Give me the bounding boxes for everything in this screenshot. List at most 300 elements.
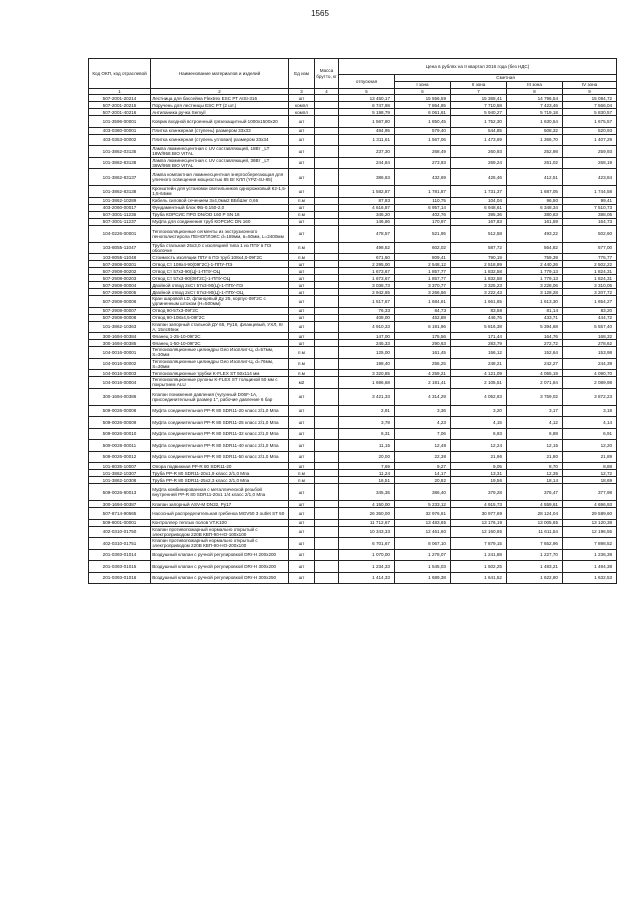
zone-4-price: 83,20 bbox=[563, 307, 617, 314]
item-unit: шт bbox=[289, 268, 315, 275]
item-mass bbox=[315, 218, 339, 225]
column-number: 2 bbox=[151, 89, 289, 95]
item-unit: шт bbox=[289, 321, 315, 333]
zone-1-price: 386,40 bbox=[395, 484, 451, 501]
zone-3-price: 7 423,46 bbox=[507, 102, 563, 109]
column-number: 3 bbox=[289, 89, 315, 95]
zone-2-price: 1 832,58 bbox=[451, 275, 507, 282]
release-price: 7,69 bbox=[339, 463, 395, 470]
zone-3-price: 11 611,54 bbox=[507, 526, 563, 538]
item-code: 403-0380-00001 bbox=[89, 127, 151, 134]
zone-2-price: 7 710,58 bbox=[451, 102, 507, 109]
table-row bbox=[89, 501, 617, 508]
zone-3-price: 759,39 bbox=[507, 254, 563, 261]
zone-3-price: 2 440,26 bbox=[507, 261, 563, 268]
item-code: 101-3862-10289 bbox=[89, 197, 151, 204]
release-price: 244,84 bbox=[339, 157, 395, 169]
item-unit: шт bbox=[289, 405, 315, 417]
release-price: 10 343,33 bbox=[339, 526, 395, 538]
item-mass bbox=[315, 211, 339, 218]
zone-4-price: 5 557,40 bbox=[563, 321, 617, 333]
zone-3-price: 380,63 bbox=[507, 211, 563, 218]
item-name: Отвод 90-108х4,5-09Г2С bbox=[151, 314, 289, 321]
zone-2-price: 13,31 bbox=[451, 470, 507, 477]
item-code: 300-1694-00384 bbox=[89, 333, 151, 340]
item-unit: шт bbox=[289, 116, 315, 128]
zone-1-price: 13 483,65 bbox=[395, 519, 451, 526]
item-code: 104-0016-00002 bbox=[89, 358, 151, 370]
table-row bbox=[89, 102, 617, 109]
item-unit: шт bbox=[289, 484, 315, 501]
item-mass bbox=[315, 501, 339, 508]
item-mass bbox=[315, 157, 339, 169]
zone-1-price: 2 548,12 bbox=[395, 261, 451, 268]
item-code: 509-8001-00001 bbox=[89, 519, 151, 526]
item-unit: п.м bbox=[289, 477, 315, 484]
zone-2-price: 1 502,25 bbox=[451, 561, 507, 573]
item-mass bbox=[315, 428, 339, 440]
item-code: 403-2060-00017 bbox=[89, 204, 151, 211]
zone-2-price: 171,44 bbox=[451, 333, 507, 340]
item-mass bbox=[315, 519, 339, 526]
item-name: Муфта для соединения труб КОРСИС DN 160 bbox=[151, 218, 289, 225]
zone-3-price: 272,72 bbox=[507, 340, 563, 347]
release-price: 5 198,79 bbox=[339, 109, 395, 116]
header-price-group: Цена в рублях на II квартал 2016 года (без НДС) bbox=[339, 59, 617, 75]
item-unit: п.м bbox=[289, 254, 315, 261]
table-row bbox=[89, 470, 617, 477]
item-unit: п.м bbox=[289, 470, 315, 477]
zone-3-price: 12,35 bbox=[507, 470, 563, 477]
zone-2-price: 4,15 bbox=[451, 417, 507, 429]
item-unit: шт bbox=[289, 282, 315, 289]
zone-2-price: 12 160,65 bbox=[451, 526, 507, 538]
zone-1-price: 1 857,77 bbox=[395, 275, 451, 282]
zone-4-price: 1 675,57 bbox=[563, 116, 617, 128]
item-unit: п.м bbox=[289, 242, 315, 254]
item-code: 507-2001-40216 bbox=[89, 109, 151, 116]
item-name: Клапан запорный ASV-M DN32, Ру17 bbox=[151, 501, 289, 508]
zone-2-price: 15 368,41 bbox=[451, 95, 507, 102]
item-mass bbox=[315, 169, 339, 186]
item-code: 201-0393-01016 bbox=[89, 572, 151, 584]
item-mass bbox=[315, 405, 339, 417]
table-row bbox=[89, 358, 617, 370]
zone-3-price: 2 071,84 bbox=[507, 377, 563, 389]
zone-2-price: 6 948,61 bbox=[451, 204, 507, 211]
item-mass bbox=[315, 321, 339, 333]
header-name: Наименование материалов и изделий bbox=[151, 59, 289, 89]
table-row bbox=[89, 405, 617, 417]
table-row bbox=[89, 440, 617, 452]
zone-1-price: 12 461,60 bbox=[395, 526, 451, 538]
item-name: Плитка клинкерная (ступень угловая) размером 33х34 bbox=[151, 134, 289, 146]
column-number: 7 bbox=[451, 89, 507, 95]
release-price: 671,60 bbox=[339, 254, 395, 261]
zone-2-price: 104,04 bbox=[451, 197, 507, 204]
table-row bbox=[89, 204, 617, 211]
header-release-price: отпускная bbox=[339, 75, 395, 89]
table-row bbox=[89, 282, 617, 289]
item-unit: шт bbox=[289, 519, 315, 526]
column-number: 1 bbox=[89, 89, 151, 95]
table-row bbox=[89, 340, 617, 347]
item-code: 101-3596-00001 bbox=[89, 116, 151, 128]
item-code: 104-0016-00001 bbox=[89, 347, 151, 359]
zone-4-price: 1 632,53 bbox=[563, 572, 617, 584]
zone-3-price: 6,88 bbox=[507, 428, 563, 440]
item-mass bbox=[315, 307, 339, 314]
item-unit: компл bbox=[289, 102, 315, 109]
zone-2-price: 3,20 bbox=[451, 405, 507, 417]
item-name: Антипаника ручка Semyil bbox=[151, 109, 289, 116]
zone-4-price: 29 589,60 bbox=[563, 508, 617, 520]
item-mass bbox=[315, 254, 339, 261]
zone-3-price: 161,59 bbox=[507, 218, 563, 225]
item-code: 507-2908-00005 bbox=[89, 289, 151, 296]
zone-2-price: 790,19 bbox=[451, 254, 507, 261]
item-code: 101-3862-10363 bbox=[89, 321, 151, 333]
zone-2-price: 5 940,27 bbox=[451, 109, 507, 116]
zone-2-price: 19,56 bbox=[451, 477, 507, 484]
item-unit: шт bbox=[289, 225, 315, 242]
zone-3-price: 252,98 bbox=[507, 146, 563, 158]
item-name: Поручень для лестницы ESC PT (2 шт.) bbox=[151, 102, 289, 109]
release-price: 1 414,33 bbox=[339, 572, 395, 584]
item-name: Кабель силовой сечением 3х4,0мм2 ВБбШнг 0,66 bbox=[151, 197, 289, 204]
release-price: 1 517,67 bbox=[339, 296, 395, 308]
zone-1-price: 1 278,07 bbox=[395, 549, 451, 561]
zone-1-price: 1 567,06 bbox=[395, 134, 451, 146]
zone-1-price: 452,88 bbox=[395, 314, 451, 321]
header-code: Код ОКП, код отраслевой bbox=[89, 59, 151, 89]
release-price: 484,95 bbox=[339, 127, 395, 134]
zone-2-price: 395,36 bbox=[451, 211, 507, 218]
zone-2-price: 156,12 bbox=[451, 347, 507, 359]
zone-4-price: 1 236,39 bbox=[563, 549, 617, 561]
item-mass bbox=[315, 463, 339, 470]
zone-4-price: 164,73 bbox=[563, 218, 617, 225]
zone-4-price: 1 494,38 bbox=[563, 561, 617, 573]
zone-4-price: 6,91 bbox=[563, 428, 617, 440]
release-price: 1 070,00 bbox=[339, 549, 395, 561]
zone-2-price: 1 641,52 bbox=[451, 572, 507, 584]
table-row bbox=[89, 95, 617, 102]
item-name: Стоимость изоляции ППУ в ПЭ труб 108х4,0-09Г2С bbox=[151, 254, 289, 261]
item-code: 509-0026-00010 bbox=[89, 428, 151, 440]
zone-1-price: 432,69 bbox=[395, 169, 451, 186]
item-code: 507-2908-00004 bbox=[89, 282, 151, 289]
zone-3-price: 376,47 bbox=[507, 484, 563, 501]
zone-1-price: 9,27 bbox=[395, 463, 451, 470]
zone-3-price: 4,12 bbox=[507, 417, 563, 429]
item-code: 101-3862-83137 bbox=[89, 169, 151, 186]
item-name: Насосный распределительная гребенка MGV50 3 outlet ST 50 bbox=[151, 508, 289, 520]
item-name: Клапан понижения давления (чугунный D06F-1А, присоединительный размер 1", рабочие давление 6 бар bbox=[151, 388, 289, 405]
item-name: Отвод 90-57х3-09Г2С bbox=[151, 307, 289, 314]
column-number: 4 bbox=[315, 89, 339, 95]
item-mass bbox=[315, 116, 339, 128]
item-name: Теплоизоляционные цилиндры Geo Изоплит-Ц, d=57мм, S=30мм bbox=[151, 347, 289, 359]
zone-2-price: 5 816,38 bbox=[451, 321, 507, 333]
zone-4-price: 4,14 bbox=[563, 417, 617, 429]
table-row bbox=[89, 463, 617, 470]
zone-4-price: 3,18 bbox=[563, 405, 617, 417]
zone-2-price: 587,72 bbox=[451, 242, 507, 254]
zone-2-price: 379,28 bbox=[451, 484, 507, 501]
release-price: 11,15 bbox=[339, 440, 395, 452]
zone-2-price: 260,93 bbox=[451, 146, 507, 158]
item-name: Муфта соединительная PP-R 80 SDR11-25 класс 2/1,0 Мпа bbox=[151, 417, 289, 429]
zone-1-price: 290,63 bbox=[395, 340, 451, 347]
zone-1-price: 1 857,77 bbox=[395, 268, 451, 275]
zone-3-price: 261,02 bbox=[507, 157, 563, 169]
item-mass bbox=[315, 333, 339, 340]
table-row bbox=[89, 561, 617, 573]
zone-4-price: 13 120,38 bbox=[563, 519, 617, 526]
table-row bbox=[89, 519, 617, 526]
header-estimate-price: Сметная bbox=[395, 75, 617, 82]
zone-3-price: 7 652,96 bbox=[507, 538, 563, 550]
item-unit: шт bbox=[289, 572, 315, 584]
item-mass bbox=[315, 388, 339, 405]
zone-3-price: 12,15 bbox=[507, 440, 563, 452]
release-price: 4 616,87 bbox=[339, 204, 395, 211]
zone-4-price: 278,62 bbox=[563, 340, 617, 347]
zone-1-price: 579,40 bbox=[395, 127, 451, 134]
item-mass bbox=[315, 261, 339, 268]
zone-1-price: 602,02 bbox=[395, 242, 451, 254]
item-mass bbox=[315, 508, 339, 520]
item-name: Кран шаровой LD, фланцевый Ду 25, корпус-09Г2С с удлиненным штоком (Н=500мм) bbox=[151, 296, 289, 308]
table-row bbox=[89, 388, 617, 405]
zone-4-price: 775,77 bbox=[563, 254, 617, 261]
zone-4-price: 15 084,72 bbox=[563, 95, 617, 102]
zone-4-price: 3 310,05 bbox=[563, 282, 617, 289]
zone-3-price: 81,14 bbox=[507, 307, 563, 314]
item-unit: компл bbox=[289, 109, 315, 116]
table-row bbox=[89, 157, 617, 169]
table-row bbox=[89, 134, 617, 146]
release-price: 146,86 bbox=[339, 218, 395, 225]
zone-3-price: 1 613,30 bbox=[507, 296, 563, 308]
item-name: Фланец 1-25-10-09Г2С bbox=[151, 333, 289, 340]
item-name: Муфта соединительная PP-R 80 SDR11-32 класс 2/1,0 Мпа bbox=[151, 428, 289, 440]
zone-3-price: 5 719,18 bbox=[507, 109, 563, 116]
zone-4-price: 3 207,72 bbox=[563, 289, 617, 296]
item-mass bbox=[315, 477, 339, 484]
zone-4-price: 4 090,70 bbox=[563, 370, 617, 377]
release-price: 4 910,33 bbox=[339, 321, 395, 333]
zone-1-price: 402,76 bbox=[395, 211, 451, 218]
table-row bbox=[89, 211, 617, 218]
zone-3-price: 164,76 bbox=[507, 333, 563, 340]
column-number: 9 bbox=[563, 89, 617, 95]
item-unit: шт bbox=[289, 146, 315, 158]
item-unit: м2 bbox=[289, 377, 315, 389]
zone-2-price: 1 731,37 bbox=[451, 186, 507, 198]
item-code: 507-2001-20214 bbox=[89, 95, 151, 102]
item-unit: шт bbox=[289, 169, 315, 186]
item-unit: шт bbox=[289, 538, 315, 550]
table-row bbox=[89, 549, 617, 561]
item-name: Труба PP-R 80 SDR11-20х1,9 класс 2/1,0 Мпа bbox=[151, 470, 289, 477]
item-name: Коврик входной встроенный грязезащитный 1000х1500х20 bbox=[151, 116, 289, 128]
zone-4-price: 377,98 bbox=[563, 484, 617, 501]
zone-1-price: 15 556,59 bbox=[395, 95, 451, 102]
item-name: Фланец 1-50-10-09Г2С bbox=[151, 340, 289, 347]
item-code: 507-2908-00203 bbox=[89, 275, 151, 282]
table-row bbox=[89, 347, 617, 359]
item-unit: шт bbox=[289, 134, 315, 146]
zone-4-price: 520,93 bbox=[563, 127, 617, 134]
zone-1-price: 4 259,21 bbox=[395, 370, 451, 377]
item-code: 402-0310-01751 bbox=[89, 538, 151, 550]
zone-4-price: 99,41 bbox=[563, 197, 617, 204]
item-mass bbox=[315, 549, 339, 561]
item-name: Отвод Ст 57х3-90(Ц)-1-ППУ-ОЦ bbox=[151, 268, 289, 275]
header-zone-2: II зона bbox=[451, 82, 507, 89]
zone-4-price: 244,39 bbox=[563, 358, 617, 370]
item-name: Отвод Ст 57х3-90(09Г2С)-1-ППУ-ОЦ bbox=[151, 275, 289, 282]
table-row bbox=[89, 428, 617, 440]
zone-2-price: 9,05 bbox=[451, 463, 507, 470]
zone-3-price: 13 005,65 bbox=[507, 519, 563, 526]
zone-1-price: 6 061,61 bbox=[395, 109, 451, 116]
zone-2-price: 7 879,15 bbox=[451, 538, 507, 550]
zone-3-price: 1 366,70 bbox=[507, 134, 563, 146]
zone-4-price: 444,72 bbox=[563, 314, 617, 321]
item-mass bbox=[315, 146, 339, 158]
zone-4-price: 1 744,58 bbox=[563, 186, 617, 198]
item-mass bbox=[315, 526, 339, 538]
table-row bbox=[89, 314, 617, 321]
zone-1-price: 3,36 bbox=[395, 405, 451, 417]
zone-4-price: 1 824,31 bbox=[563, 268, 617, 275]
zone-3-price: 152,64 bbox=[507, 347, 563, 359]
release-price: 4 150,00 bbox=[339, 501, 395, 508]
zone-2-price: 512,58 bbox=[451, 225, 507, 242]
item-name: Двойной отвод 2хСт 57х3-90(Ц)-1-ППУ-ПЭ bbox=[151, 282, 289, 289]
release-price: 478,57 bbox=[339, 225, 395, 242]
item-mass bbox=[315, 197, 339, 204]
item-code: 507-2908-00006 bbox=[89, 296, 151, 308]
item-unit: шт bbox=[289, 549, 315, 561]
release-price: 3 421,33 bbox=[339, 388, 395, 405]
item-name: Воздушный клапан с ручной регулировкой DRr-H 200х200 bbox=[151, 549, 289, 561]
zone-4-price: 7 566,04 bbox=[563, 102, 617, 109]
item-unit: шт bbox=[289, 296, 315, 308]
zone-4-price: 8,88 bbox=[563, 463, 617, 470]
item-name: Контроллер теплых полов VT.K100 bbox=[151, 519, 289, 526]
release-price: 386,63 bbox=[339, 169, 395, 186]
item-name: Труба PP-R 80 SDR11-25х2,3 класс 2/1,0 Мпа bbox=[151, 477, 289, 484]
item-code: 509-0026-00012 bbox=[89, 451, 151, 463]
item-name: Муфта соединительная PP-R 80 SDR11-50 класс 2/1,0 Мпа bbox=[151, 451, 289, 463]
zone-2-price: 30 977,69 bbox=[451, 508, 507, 520]
item-unit: шт bbox=[289, 186, 315, 198]
item-unit: шт bbox=[289, 314, 315, 321]
table-row bbox=[89, 197, 617, 204]
zone-4-price: 268,19 bbox=[563, 157, 617, 169]
zone-3-price: 21,80 bbox=[507, 451, 563, 463]
zone-1-price: 1 689,38 bbox=[395, 572, 451, 584]
item-unit: шт bbox=[289, 127, 315, 134]
zone-1-price: 6 191,96 bbox=[395, 321, 451, 333]
item-unit: шт bbox=[289, 388, 315, 405]
release-price: 1 696,68 bbox=[339, 377, 395, 389]
zone-3-price: 433,71 bbox=[507, 314, 563, 321]
zone-3-price: 6 348,34 bbox=[507, 204, 563, 211]
item-name: Теплоизоляционные цилиндры Geo Изоплит-Ц, d=76мм, S=30мм bbox=[151, 358, 289, 370]
zone-1-price: 3 370,77 bbox=[395, 282, 451, 289]
zone-2-price: 1 661,65 bbox=[451, 296, 507, 308]
item-unit: шт bbox=[289, 275, 315, 282]
zone-4-price: 502,60 bbox=[563, 225, 617, 242]
release-price: 6 747,98 bbox=[339, 102, 395, 109]
item-unit: шт bbox=[289, 526, 315, 538]
price-table bbox=[88, 58, 617, 584]
zone-1-price: 5 233,12 bbox=[395, 501, 451, 508]
zone-3-price: 1 779,13 bbox=[507, 268, 563, 275]
zone-3-price: 3,17 bbox=[507, 405, 563, 417]
zone-3-price: 508,32 bbox=[507, 127, 563, 134]
zone-2-price: 283,79 bbox=[451, 340, 507, 347]
zone-4-price: 1 407,29 bbox=[563, 134, 617, 146]
zone-3-price: 96,50 bbox=[507, 197, 563, 204]
zone-3-price: 4 055,19 bbox=[507, 370, 563, 377]
item-name: Воздушный клапан с ручной регулировкой DRr-H 300х250 bbox=[151, 572, 289, 584]
zone-1-price: 7,06 bbox=[395, 428, 451, 440]
release-price: 2,91 bbox=[339, 405, 395, 417]
zone-3-price: 412,51 bbox=[507, 169, 563, 186]
table-row bbox=[89, 538, 617, 550]
zone-1-price: 3 266,56 bbox=[395, 289, 451, 296]
table-row bbox=[89, 377, 617, 389]
item-name: Теплоизоляционные сегменты из экструзионного пенополистирола ПЕНОПЛЭКС d=159мм, в=50мм, L=2400мм bbox=[151, 225, 289, 242]
zone-1-price: 110,75 bbox=[395, 197, 451, 204]
zone-2-price: 4 915,73 bbox=[451, 501, 507, 508]
item-unit: шт bbox=[289, 561, 315, 573]
release-price: 498,52 bbox=[339, 242, 395, 254]
item-code: 103-8055-11047 bbox=[89, 242, 151, 254]
header-zone-3: III зона bbox=[507, 82, 563, 89]
zone-1-price: 521,95 bbox=[395, 225, 451, 242]
item-name: Опора подвижная PP-R 80 SDR11-20 bbox=[151, 463, 289, 470]
zone-1-price: 1 545,03 bbox=[395, 561, 451, 573]
zone-3-price: 4 559,61 bbox=[507, 501, 563, 508]
zone-1-price: 22,38 bbox=[395, 451, 451, 463]
item-mass bbox=[315, 102, 339, 109]
item-unit: шт bbox=[289, 218, 315, 225]
zone-1-price: 4 314,29 bbox=[395, 388, 451, 405]
zone-3-price: 1 622,80 bbox=[507, 572, 563, 584]
item-code: 300-1694-00385 bbox=[89, 340, 151, 347]
table-row bbox=[89, 526, 617, 538]
zone-3-price: 1 630,54 bbox=[507, 116, 563, 128]
table-row bbox=[89, 254, 617, 261]
item-name: Теплоизоляционные рулоны K-FLEX ST толщиной 50 мм с покрытием ALU bbox=[151, 377, 289, 389]
zone-1-price: 161,45 bbox=[395, 347, 451, 359]
item-code: 507-2908-00008 bbox=[89, 314, 151, 321]
item-mass bbox=[315, 204, 339, 211]
zone-2-price: 446,76 bbox=[451, 314, 507, 321]
item-name: Клапан запорный стальной ДУ 65, Ру16, фланцевый, УХЛ, Кг А, 15лс65нж bbox=[151, 321, 289, 333]
table-row bbox=[89, 225, 617, 242]
release-price: 20,00 bbox=[339, 451, 395, 463]
release-price: 408,00 bbox=[339, 314, 395, 321]
item-code: 300-1694-00386 bbox=[89, 388, 151, 405]
